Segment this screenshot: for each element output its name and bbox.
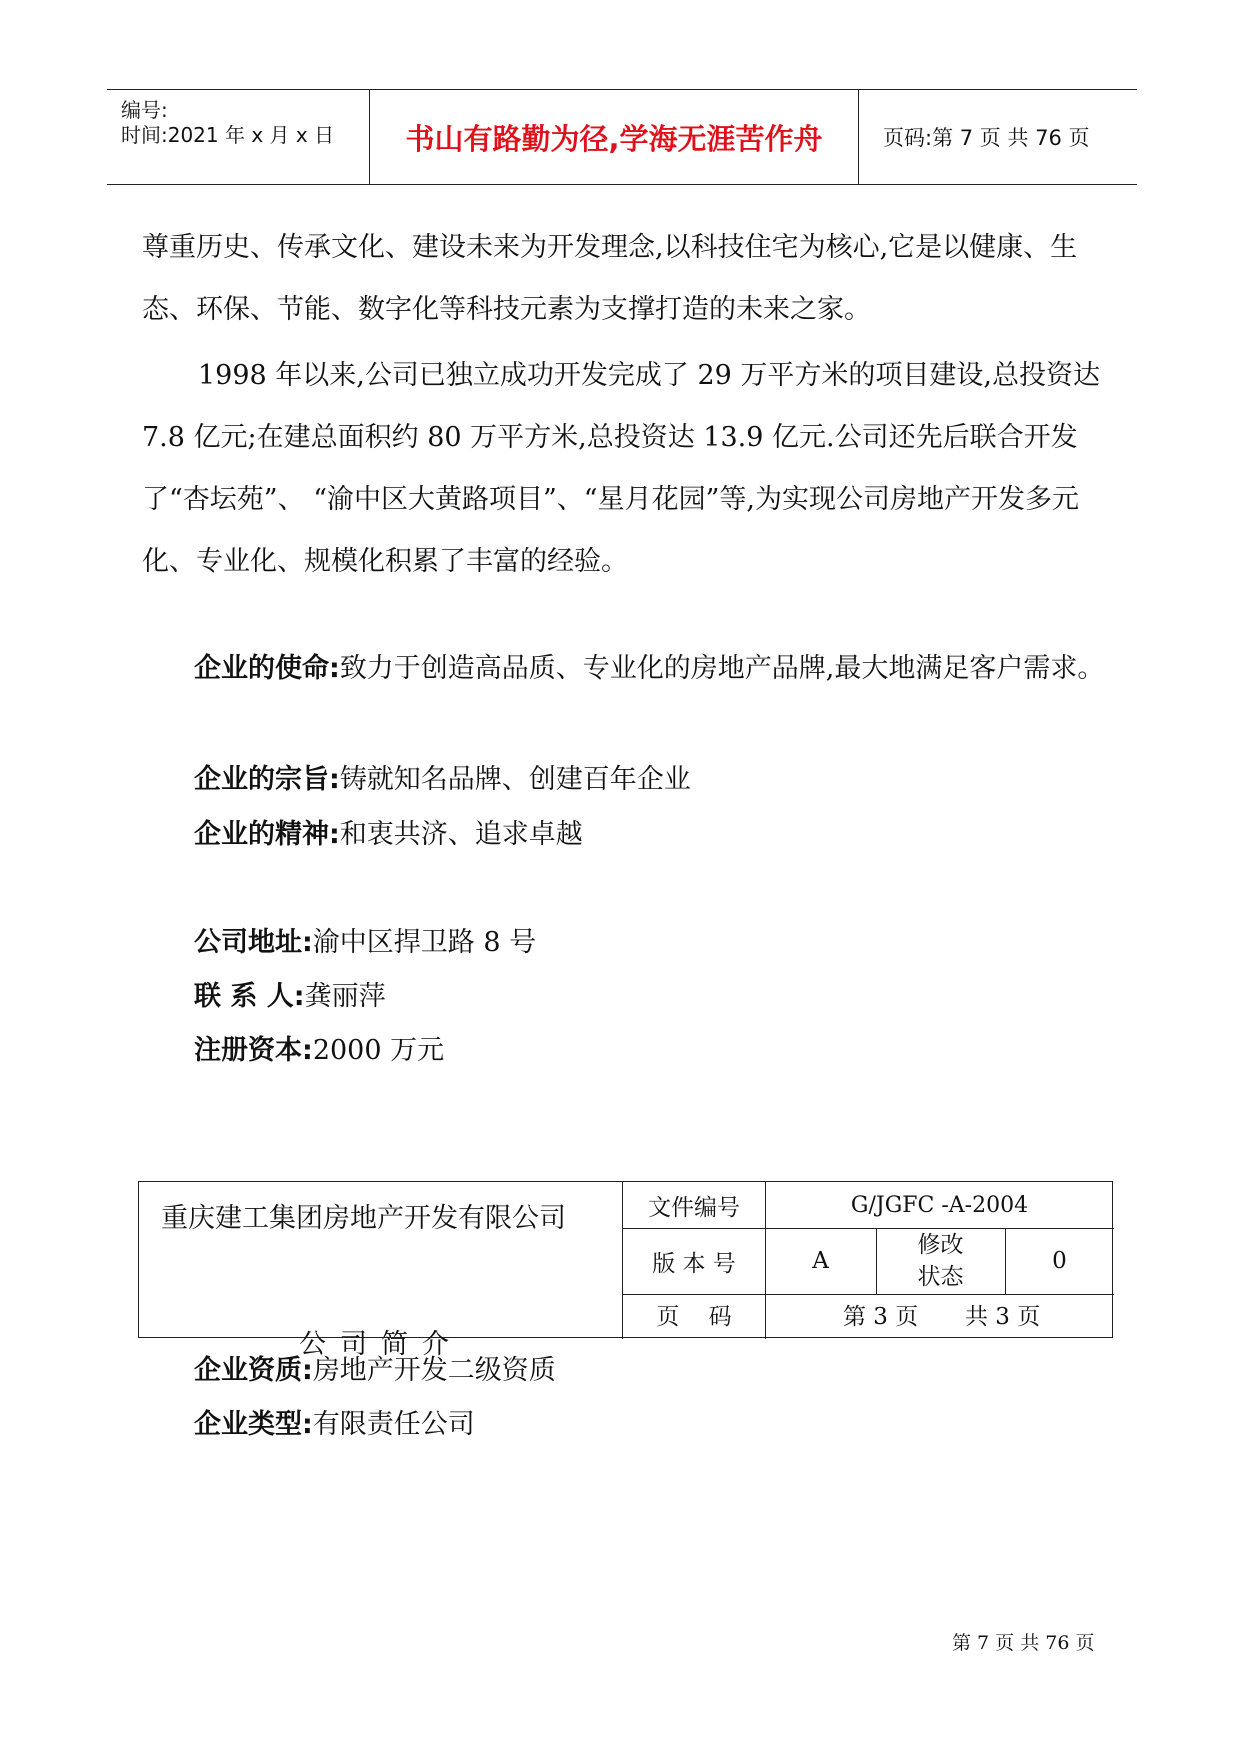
document-number: 编号: — [121, 98, 168, 122]
document-time: 时间:2021 年 x 月 x 日 — [121, 123, 335, 147]
spirit-text: 和衷共济、追求卓越 — [339, 819, 583, 850]
revision-label — [876, 1228, 1005, 1294]
spirit-label: 企业的精神: — [194, 819, 340, 850]
type-label: 企业类型: — [194, 1409, 313, 1440]
purpose-text: 铸就知名品牌、创建百年企业 — [339, 764, 691, 795]
address-label: 公司地址: — [194, 927, 313, 958]
intro-paragraph: 尊重历史、传承文化、建设未来为开发理念,以科技住宅为核心,它是以健康、生态、环保、节能、数字化等科技元素为支撑打造的未来之家。 — [142, 232, 1078, 325]
address-text: 渝中区捍卫路 8 号 — [312, 927, 537, 958]
version-label: 版 本 号 — [652, 1250, 736, 1277]
file-number-label: 文件编号 — [648, 1194, 740, 1221]
page-total: 共 3 页 — [965, 1303, 1041, 1330]
file-number-value: G/JGFC -A-2004 — [850, 1192, 1029, 1218]
mission-text: 致力于创造高品质、专业化的房地产品牌,最大地满足客户需求。 — [339, 653, 1105, 684]
capital-text: 2000 万元 — [312, 1035, 445, 1066]
capital-label: 注册资本: — [194, 1035, 313, 1066]
revision-label-line2: 状态 — [917, 1264, 964, 1290]
header-motto: 书山有路勤为径,学海无涯苦作舟 — [369, 90, 859, 184]
page-header — [107, 89, 1137, 185]
revision-label-line1: 修改 — [917, 1232, 964, 1258]
capital-row — [194, 1028, 444, 1067]
qualification-row — [194, 1348, 556, 1387]
company-cell — [139, 1182, 623, 1360]
contact-label: 联 系 人: — [194, 981, 305, 1012]
qualification-text: 房地产开发二级资质 — [312, 1355, 556, 1386]
version-value: A — [812, 1248, 829, 1274]
qualification-label: 企业资质: — [194, 1355, 313, 1386]
mission-paragraph — [142, 642, 1112, 696]
document-control-table — [138, 1181, 1113, 1360]
address-row — [194, 920, 536, 959]
header-page-info: 页码:第 7 页 共 76 页 — [883, 126, 1090, 150]
type-text: 有限责任公司 — [312, 1409, 475, 1440]
purpose-row — [194, 757, 691, 796]
contact-row — [194, 974, 386, 1013]
spirit-row — [194, 812, 583, 851]
page-label: 页 码 — [656, 1303, 732, 1330]
purpose-label: 企业的宗旨: — [194, 764, 340, 795]
page-value — [765, 1294, 1114, 1334]
page-current: 第 3 页 — [843, 1303, 919, 1330]
document-title-clipped: 公司简介 — [299, 1329, 463, 1360]
page-footer: 第 7 页 共 76 页 — [952, 1632, 1095, 1654]
type-row — [194, 1402, 475, 1441]
history-paragraph: 1998 年以来,公司已独立成功开发完成了 29 万平方米的项目建设,总投资达 7.8 亿元;在建总面积约 80 万平方米,总投资达 13.9 亿元.公司还先后联合开发了“杏坛苑”、 “渝中区大黄路项目”、“星月花园”等,为实现公司房地产开发多元化、专业化、规模化积累了丰富的经验。 — [142, 360, 1100, 577]
header-meta — [107, 90, 369, 184]
mission-label: 企业的使命: — [194, 653, 340, 684]
contact-text: 龚丽萍 — [304, 981, 386, 1012]
revision-value: 0 — [1052, 1248, 1067, 1274]
company-name: 重庆建工集团房地产开发有限公司 — [161, 1203, 566, 1234]
